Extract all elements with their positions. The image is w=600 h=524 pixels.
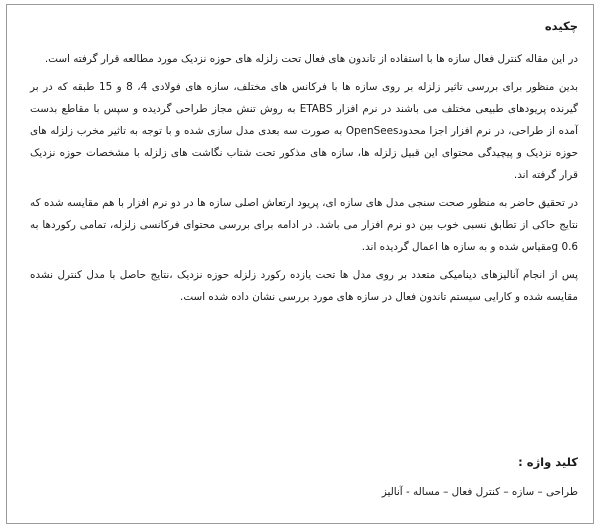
- abstract-paragraph-3: در تحقیق حاضر به منظور صحت سنجی مدل های سازه ای، پریود ارتعاش اصلی سازه ها در دو نرم افزار با هم مقایسه شده که نتایج حاکی از تطابق نسبی خوب بین دو نرم افزار می باشد. در ادامه برای بررسی محتوای فرکانسی زلزله، تمامی رکوردها به 0.6 gمقیاس شده و به سازه ها اعمال گردیده اند.: [30, 197, 578, 253]
- abstract-paragraph-1: در این مقاله کنترل فعال سازه ها با استفاده از تاندون های فعال تحت زلزله های حوزه نزدیک مورد مطالعه قرار گرفته است.: [44, 53, 578, 65]
- keywords-heading: کلید واژه :: [518, 455, 578, 469]
- keywords-list: طراحی – سازه – کنترل فعال – مساله - آنالیز: [381, 486, 578, 498]
- abstract-paragraph-4: پس از انجام آنالیزهای دینامیکی متعدد بر روی مدل ها تحت یازده رکورد زلزله حوزه نزدیک ،نتایج حاصل با مدل کنترل نشده مقایسه شده و کارایی سیستم تاندون فعال در سازه های مورد بررسی نشان داده شده است.: [30, 269, 578, 303]
- abstract-paragraph-2: بدین منظور برای بررسی تاثیر زلزله بر روی سازه ها با فرکانس های مختلف، سازه های فولادی 4، 8 و 15 طبقه که در بر گیرنده پریودهای طبیعی مختلف می باشند در نرم افزار ETABS به روش تنش مجاز طراحی گردیده و سپس با مقاطع بدست آمده از طراحی، در نرم افزار اجزا محدودOpenSees به صورت سه بعدی مدل سازی شده و با توجه به تاثیر مخرب زلزله های حوزه نزدیک و پیچیدگی محتوای این قبیل زلزله ها، سازه های مذکور تحت شتاب نگاشت های زلزله با مشخصات حوزه نزدیک قرار گرفته اند.: [30, 81, 579, 181]
- abstract-heading: چکیده: [544, 19, 578, 33]
- abstract-section: [30, 16, 578, 314]
